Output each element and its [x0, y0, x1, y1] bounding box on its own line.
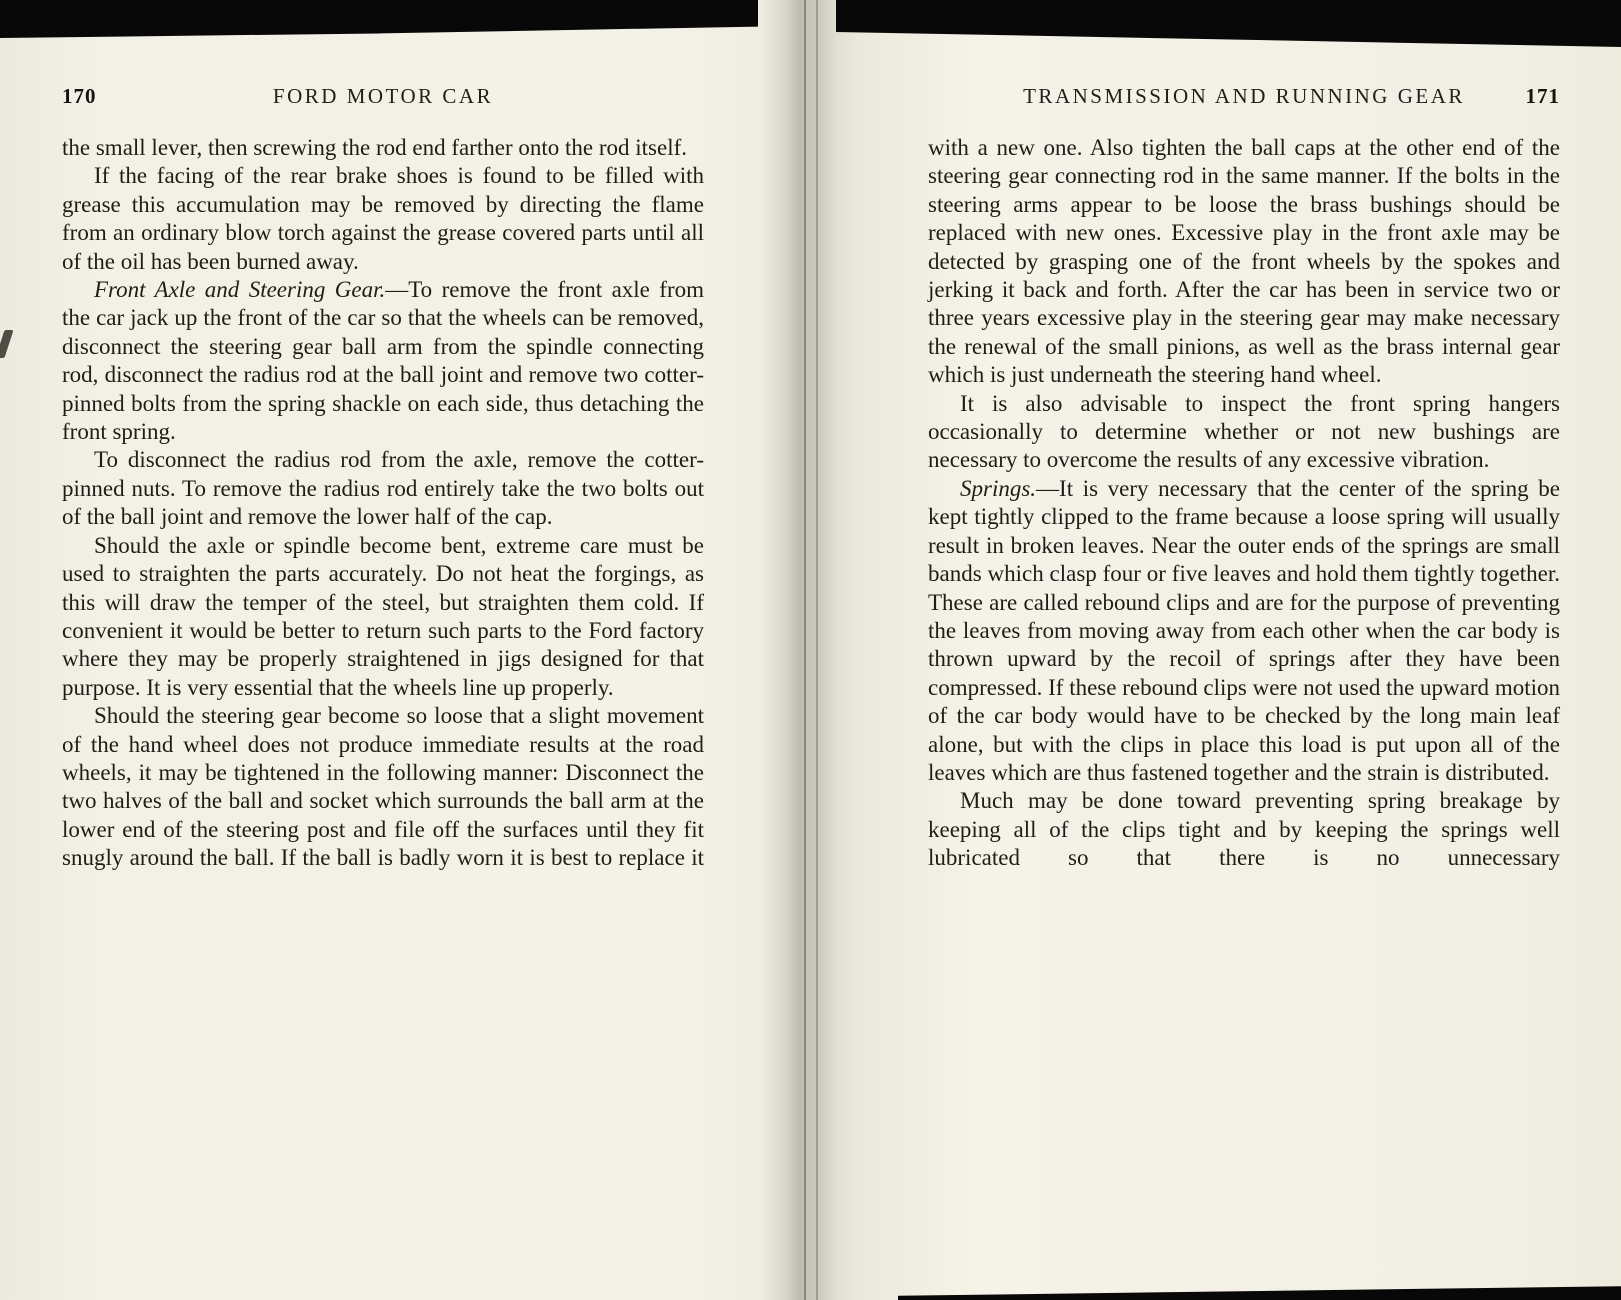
book-spine-shadow: [762, 0, 836, 1300]
paragraph-with-italic-lead: [62, 276, 704, 446]
spine-crease-line: [816, 0, 818, 1300]
paragraph: with a new one. Also tighten the ball caps at the other end of the steering gear connecting rod in the same manner. If the bolts in the steering arms appear to be loose the brass bushings should be replaced with new ones. Excessive play in the front axle may be detected by grasping one of the front wheels by the spokes and jerking it back and forth. After the car has been in service two or three years excessive play in the steering gear may make necessary the renewal of the small pinions, as well as the brass internal gear which is just underneath the steering hand wheel.: [928, 135, 1560, 388]
right-page-header: [928, 84, 1560, 114]
paragraph: the small lever, then screwing the rod end farther onto the rod itself.: [62, 135, 687, 160]
right-page-body: [928, 134, 1560, 873]
scan-artifact-edge-mark: [0, 330, 14, 358]
scan-artifact-top-right-bar: [836, 0, 1621, 47]
right-page-number: 171: [1525, 84, 1560, 108]
paragraph: Should the steering gear become so loose that a slight movement of the hand wheel does not produce immediate results at the road wheels, it may be tightened in the following manner: Disconnect the two halves of the ball and socket which surrounds the ball arm at the lower end of the steering post and file off the surfaces until they fit snugly around the ball. If the ball is badly worn it is best to replace it: [62, 703, 704, 871]
scan-artifact-bottom-right-bar: [898, 1285, 1621, 1300]
left-page-header: [62, 84, 704, 114]
paragraph: Should the axle or spindle become bent, extreme care must be used to straighten the parts accurately. Do not heat the forgings, as this will draw the temper of the steel, but straighten them cold. If convenient it would be better to return such parts to the Ford factory where they may be properly straightened in jigs designed for that purpose. It is very essential that the wheels line up properly.: [62, 532, 704, 700]
section-lead-springs: Springs.: [960, 475, 1037, 501]
paragraph: If the facing of the rear brake shoes is found to be filled with grease this accumulation may be removed by directing the flame from an ordinary blow torch against the grease covered parts until all of the oil has been burned away.: [62, 163, 704, 274]
spine-crease-line: [804, 0, 806, 1300]
scan-artifact-top-left-bar: [0, 0, 758, 38]
paragraph: To disconnect the radius rod from the axle, remove the cotter-pinned nuts. To remove the radius rod entirely take the two bolts out of the ball joint and remove the lower half of the cap.: [62, 447, 704, 530]
paragraph: Much may be done toward preventing spring breakage by keeping all of the clips tight and by keeping the springs well lubricated so that there is no unnecessary: [928, 788, 1560, 871]
left-running-title: FORD MOTOR CAR: [272, 84, 494, 108]
paragraph-text: —It is very necessary that the center of the spring be kept tightly clipped to the frame because a loose spring will usually result in broken leaves. Near the outer ends of the springs are small bands which clasp four or five leaves and hold them tightly together. These are called rebound clips and are for the purpose of preventing the leaves from moving away from each other when the car body is thrown upward by the recoil of springs after they have been compressed. If these rebound clips were not used the upward motion of the car body would have to be checked by the long main leaf alone, but with the clips in place this load is put upon all of the leaves which are thus fastened together and the strain is distributed.: [928, 475, 1560, 785]
left-page-number: 170: [62, 84, 97, 108]
right-running-title: TRANSMISSION AND RUNNING GEAR: [1023, 84, 1465, 108]
section-lead-front-axle-and-steering-gear: Front Axle and Steering Gear.: [94, 277, 386, 303]
paragraph-with-italic-lead: [928, 475, 1560, 787]
paragraph-text: —To remove the front axle from the car jack up the front of the car so that the wheels can be removed, disconnect the steering gear ball arm from the spindle connecting rod, disconnect the radius rod at the ball joint and remove two cotter-pinned bolts from the spring shackle on each side, thus detaching the front spring.: [62, 277, 704, 445]
left-page-body: [62, 134, 704, 873]
paragraph: It is also advisable to inspect the front spring hangers occasionally to determine whether or not new bushings are necessary to overcome the results of any excessive vibration.: [928, 390, 1560, 473]
